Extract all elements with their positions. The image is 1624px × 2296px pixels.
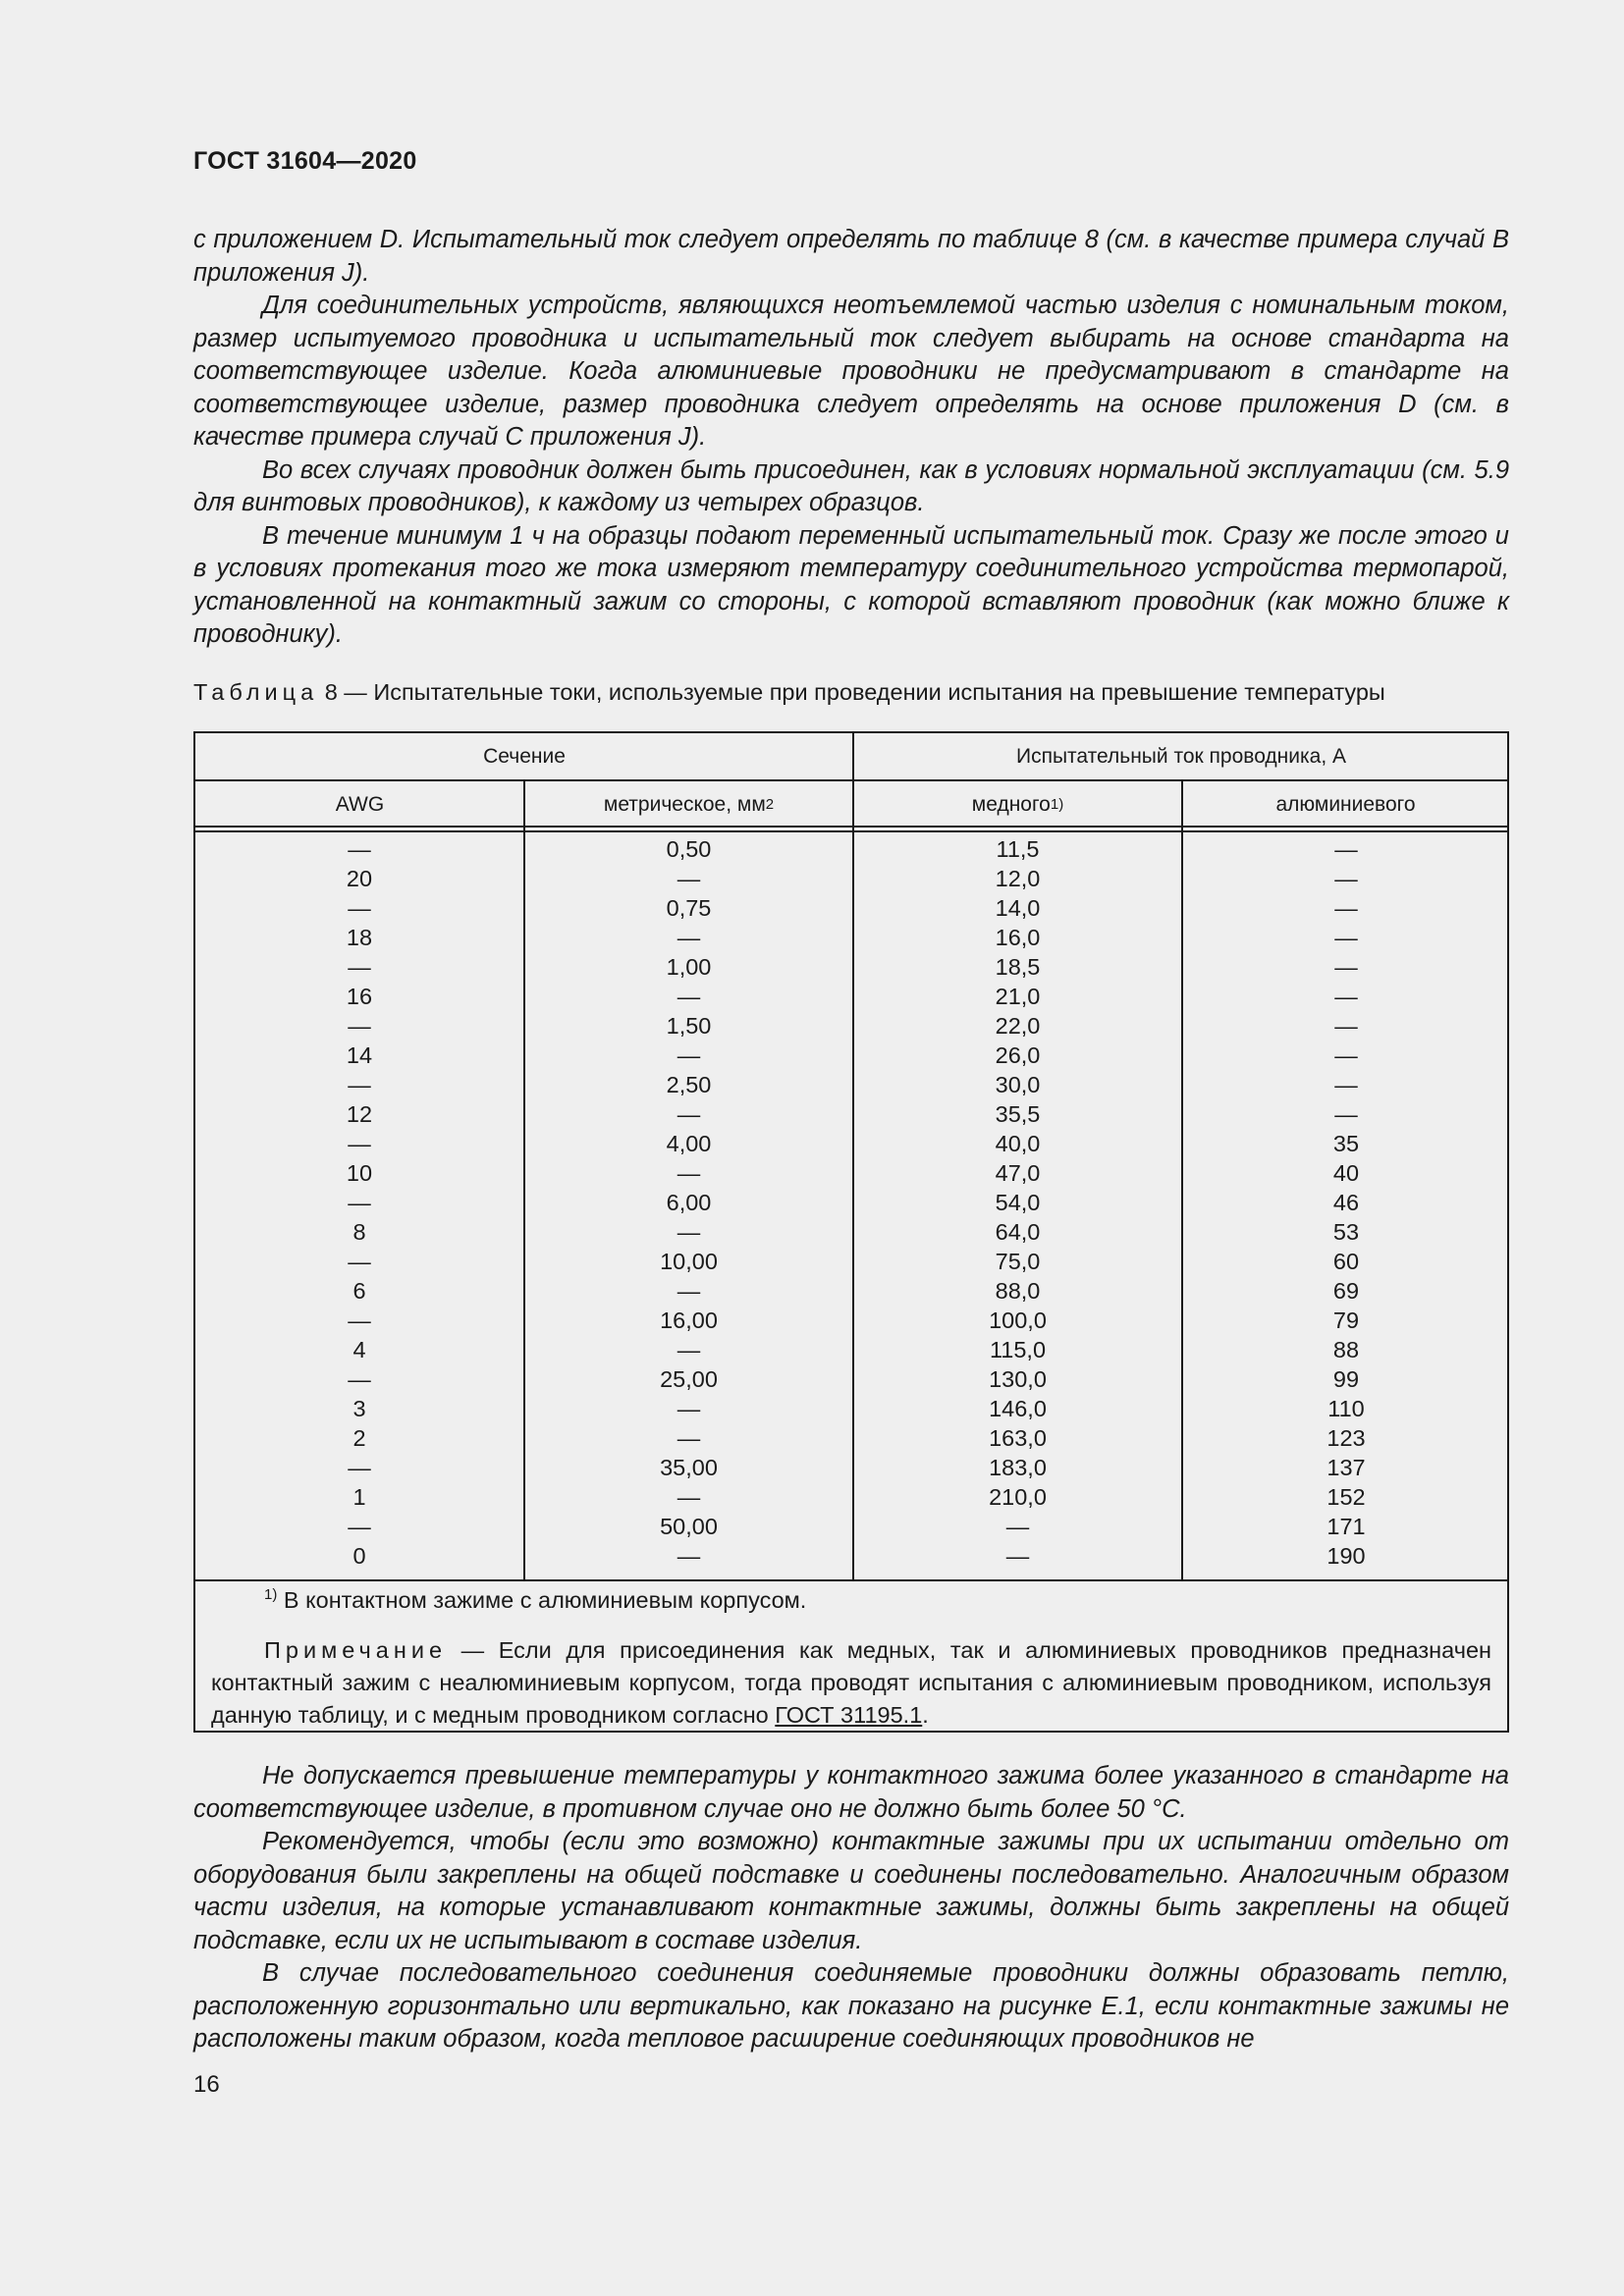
table-cell: 183,0 — [989, 1455, 1047, 1480]
table-cell: 40 — [1332, 1160, 1360, 1186]
table-cell: — — [1334, 1013, 1358, 1039]
table-cell: 14,0 — [995, 895, 1041, 921]
table-cell: 30,0 — [995, 1072, 1041, 1097]
body-text-bottom — [193, 1760, 1509, 2056]
table-cell: — — [1334, 1042, 1358, 1068]
table-cell: — — [677, 984, 701, 1009]
table-cell: — — [348, 1190, 371, 1215]
table-cell: 4 — [352, 1337, 366, 1362]
table-cell: — — [677, 1042, 701, 1068]
table-cell: 0 — [352, 1543, 366, 1569]
table-cell: 69 — [1332, 1278, 1360, 1304]
table-cell: — — [677, 1484, 701, 1510]
table-cell: 4,00 — [666, 1131, 712, 1156]
gost-link[interactable]: ГОСТ 31195.1 — [775, 1702, 923, 1728]
table-cell: — — [677, 1160, 701, 1186]
header-aluminum: алюминиевого — [1275, 792, 1416, 816]
table-cell: 53 — [1332, 1219, 1360, 1245]
table-cell: — — [1334, 984, 1358, 1009]
table-cell: — — [348, 895, 371, 921]
table-cell: 10,00 — [660, 1249, 718, 1274]
page-number: 16 — [193, 2071, 220, 2098]
table-cell: 163,0 — [989, 1425, 1047, 1451]
table-cell: 88 — [1332, 1337, 1360, 1362]
header-awg: AWG — [335, 792, 385, 816]
header-test-current: Испытательный ток проводника, А — [1015, 744, 1346, 768]
table-cell: — — [677, 925, 701, 950]
paragraph: Рекомендуется, чтобы (если это возможно) контактные зажимы при их испытании отдельно от оборудования были закреплены на общей подставке и соединены последовательно. Аналогичным образом части изделия, на которые устанавливают контактные зажимы, должны быть закреплены на общей подставке, если их не испытывают в составе изделия. — [193, 1828, 1509, 1954]
table-cell: — — [348, 1249, 371, 1274]
table-cell: 110 — [1327, 1396, 1365, 1421]
paragraph: Не допускается превышение температуры у контактного зажима более указанного в стандарте на соответствующее изделие, в противном случае оно не должно быть более 50 °С. — [193, 1762, 1509, 1823]
column-awg — [195, 834, 523, 1571]
header-section: Сечение — [483, 744, 566, 768]
note-text: — Если для присоединения как медных, так и алюминиевых проводников предназначен контактный зажим с неалюминиевым корпусом, тогда проводят испытания с алюминиевым проводником, используя данную таблицу, и с медным проводником согласно — [211, 1637, 1491, 1728]
header-metric: метрическое, мм 2 — [603, 792, 775, 816]
column-metric — [525, 834, 852, 1571]
body-text-top — [193, 224, 1509, 652]
table-cell: 14 — [346, 1042, 373, 1068]
table-cell: 123 — [1326, 1425, 1366, 1451]
table-cell: 115,0 — [989, 1337, 1047, 1362]
table-cell: 100,0 — [989, 1308, 1047, 1333]
table-cell: 10 — [346, 1160, 373, 1186]
table-cell: — — [1334, 925, 1358, 950]
table-cell: 18,5 — [995, 954, 1041, 980]
table-cell: 6 — [352, 1278, 366, 1304]
table-cell: 22,0 — [995, 1013, 1041, 1039]
table-cell: 26,0 — [995, 1042, 1041, 1068]
table-cell: 40,0 — [995, 1131, 1041, 1156]
column-copper — [854, 834, 1181, 1571]
table-cell: — — [348, 1308, 371, 1333]
table-cell: — — [677, 866, 701, 891]
table-cell: — — [1005, 1543, 1030, 1569]
table-cell: 16,00 — [660, 1308, 718, 1333]
table-rule — [195, 1579, 1507, 1581]
table-cell: 146,0 — [989, 1396, 1047, 1421]
table-caption-label: Таблица — [193, 679, 319, 705]
table-cell: 16,0 — [995, 925, 1041, 950]
table-cell: 1 — [352, 1484, 366, 1510]
table-cell: — — [677, 1278, 701, 1304]
table-caption-text: 8 — Испытательные токи, используемые при проведении испытания на превышение температуры — [324, 679, 1385, 705]
table-cell: 88,0 — [995, 1278, 1041, 1304]
table-cell: 152 — [1326, 1484, 1366, 1510]
column-aluminum — [1183, 834, 1509, 1571]
table-cell: 21,0 — [995, 984, 1041, 1009]
table-cell: — — [348, 836, 371, 862]
table-rule — [195, 830, 1507, 832]
table-cell: — — [677, 1219, 701, 1245]
table-cell: 99 — [1332, 1366, 1360, 1392]
table-cell: 130,0 — [989, 1366, 1047, 1392]
paragraph: Во всех случаях проводник должен быть присоединен, как в условиях нормальной эксплуатации (см. 5.9 для винтовых проводников), к каждому из четырех образцов. — [193, 455, 1509, 516]
table-cell: 1,00 — [666, 954, 712, 980]
table-cell: 47,0 — [995, 1160, 1041, 1186]
table-cell: — — [1334, 1072, 1358, 1097]
table-cell: 46 — [1332, 1190, 1360, 1215]
table-cell: — — [1005, 1514, 1030, 1539]
table-cell: — — [1334, 954, 1358, 980]
note-end: . — [922, 1702, 929, 1728]
table-cell: — — [1334, 895, 1358, 921]
paragraph: В течение минимум 1 ч на образцы подают переменный испытательный ток. Сразу же после этого и в условиях протекания того же тока измеряют температуру соединительного устройства термопарой, установленной на контактный зажим со стороны, с которой вставляют проводник (как можно ближе к проводнику). — [193, 521, 1509, 648]
table-cell: 2 — [352, 1425, 366, 1451]
footnote — [264, 1587, 806, 1614]
table-cell: 171 — [1326, 1514, 1366, 1539]
table-cell: 137 — [1326, 1455, 1366, 1480]
table-cell: 16 — [346, 984, 373, 1009]
table-cell: — — [348, 1455, 371, 1480]
table-cell: — — [348, 1072, 371, 1097]
table-cell: 11,5 — [996, 836, 1040, 862]
document-code: ГОСТ 31604—2020 — [193, 147, 417, 175]
header-metric-label: метрическое, мм — [603, 792, 766, 816]
paragraph: с приложением D. Испытательный ток следует определять по таблице 8 (см. в качестве примера случай В приложения J). — [193, 226, 1509, 287]
table-cell: 210,0 — [989, 1484, 1047, 1510]
table-cell: 8 — [352, 1219, 366, 1245]
table-cell: — — [348, 1514, 371, 1539]
table-cell: 79 — [1332, 1308, 1360, 1333]
table-cell: — — [677, 1396, 701, 1421]
table-rule — [195, 826, 1507, 828]
paragraph: Для соединительных устройств, являющихся неотъемлемой частью изделия с номинальным током, размер испытуемого проводника и испытательный ток следует выбирать на основе стандарта на соответствующее изделие. Когда алюминиевые проводники не предусматривают в стандарте на соответствующее изделие, размер проводника следует определять на основе приложения D (см. в качестве примера случай С приложения J). — [193, 292, 1509, 451]
table-cell: — — [1334, 1101, 1358, 1127]
footnote-text: В контактном зажиме с алюминиевым корпусом. — [283, 1587, 807, 1613]
header-copper: медного 1) — [971, 792, 1064, 816]
paragraph: В случае последовательного соединения соединяемые проводники должны образовать петлю, расположенную горизонтально или вертикально, как показано на рисунке Е.1, если контактные зажимы не расположены таким образом, когда тепловое расширение соединяющих проводников не — [193, 1959, 1509, 2053]
table-cell: 35 — [1332, 1131, 1360, 1156]
table-cell: 50,00 — [660, 1514, 718, 1539]
table-cell: 25,00 — [660, 1366, 718, 1392]
table-rule — [195, 779, 1507, 781]
table-cell: 1,50 — [666, 1013, 712, 1039]
table-cell: — — [348, 954, 371, 980]
table-cell: 35,5 — [995, 1101, 1041, 1127]
table-cell: — — [348, 1013, 371, 1039]
table-note — [211, 1634, 1491, 1732]
table-cell: — — [348, 1131, 371, 1156]
table-cell: — — [677, 1101, 701, 1127]
header-copper-label: медного — [971, 792, 1051, 816]
table-cell: — — [1334, 836, 1358, 862]
table-cell: 20 — [346, 866, 373, 891]
table-cell: 12 — [346, 1101, 373, 1127]
table-caption — [193, 679, 1385, 706]
table-cell: 2,50 — [666, 1072, 712, 1097]
table-cell: 0,75 — [666, 895, 712, 921]
table-cell: 3 — [352, 1396, 366, 1421]
table-cell: 35,00 — [660, 1455, 718, 1480]
table-cell: — — [677, 1337, 701, 1362]
table-cell: 64,0 — [995, 1219, 1041, 1245]
table-cell: 0,50 — [666, 836, 712, 862]
table-cell: — — [348, 1366, 371, 1392]
table-cell: 18 — [346, 925, 373, 950]
note-label: Примечание — [264, 1637, 448, 1663]
table-cell: — — [677, 1425, 701, 1451]
table-cell: 60 — [1332, 1249, 1360, 1274]
table-cell: 54,0 — [995, 1190, 1041, 1215]
table-cell: — — [677, 1543, 701, 1569]
table-cell: 12,0 — [995, 866, 1041, 891]
table-cell: 6,00 — [666, 1190, 712, 1215]
current-table — [193, 731, 1509, 1733]
table-cell: 190 — [1326, 1543, 1366, 1569]
footnote-mark: 1) — [264, 1586, 278, 1604]
table-cell: 75,0 — [995, 1249, 1041, 1274]
table-cell: — — [1334, 866, 1358, 891]
